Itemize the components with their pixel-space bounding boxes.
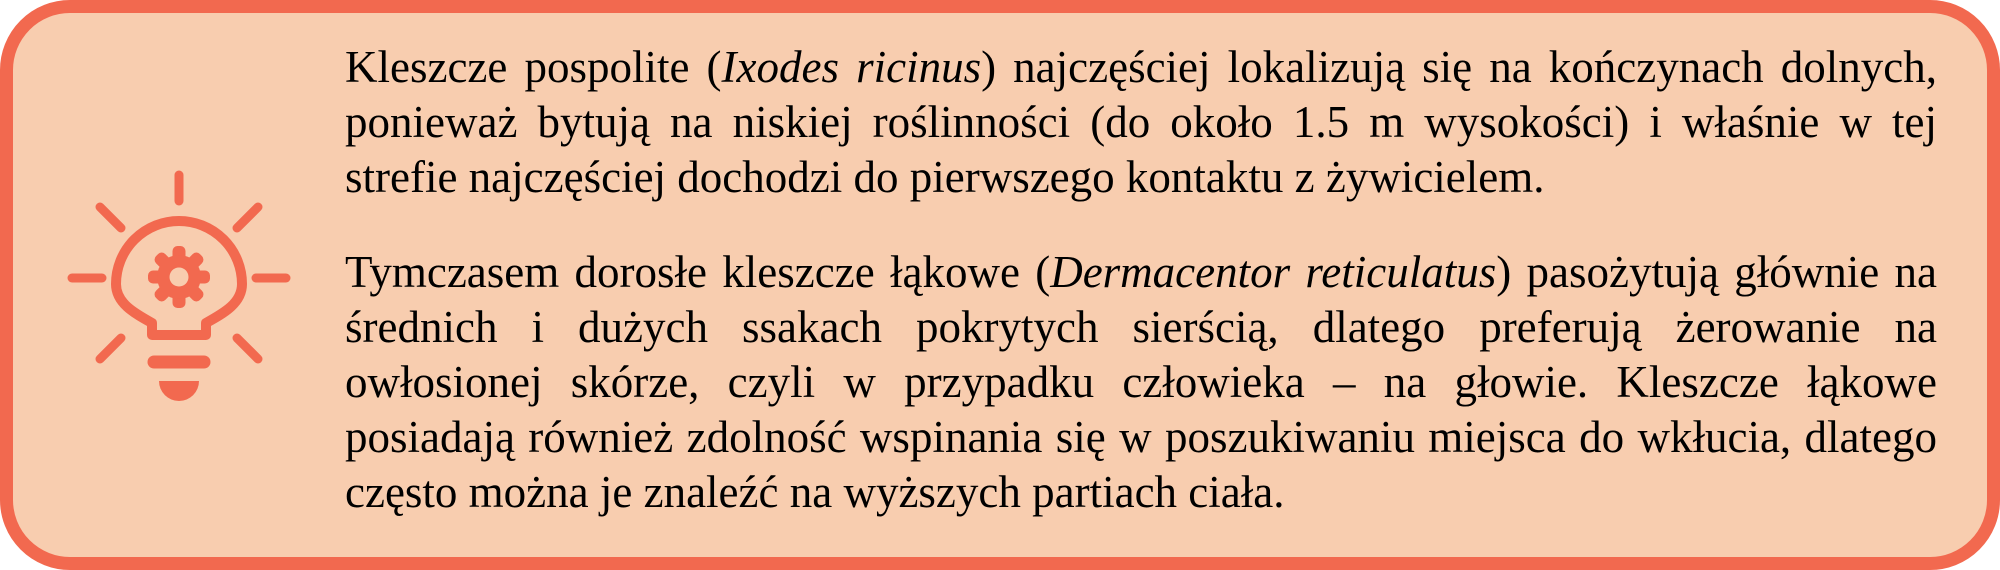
text-run: ) najczęściej lokalizują się na kończynach dolnych, ponieważ bytują na niskiej roślinności (do około 1.5 m wysokości) i właśnie w tej strefie najczęściej dochodzi do pierwszego kontaktu z żywicielem. <box>345 42 1937 202</box>
text-run: ) pasożytują głównie na średnich i dużych ssakach pokrytych sierścią, dlatego preferują żerowanie na owłosionej skórze, czyli w przypadku człowieka – na głowie. Kleszcze łąkowe posiadają również zdolność wspinania się w poszukiwaniu miejsca do wkłucia, dlatego często można je znaleźć na wyższych partiach ciała. <box>345 247 1937 517</box>
paragraph-ixodes <box>345 40 1937 205</box>
icon-column <box>13 13 345 557</box>
species-name-italic: Dermacentor reticulatus <box>1050 247 1497 297</box>
text-run: Tymczasem dorosłe kleszcze łąkowe ( <box>345 247 1051 297</box>
callout-text <box>345 13 1987 557</box>
gear-icon <box>148 246 210 308</box>
lightbulb-gear-icon <box>64 165 294 405</box>
paragraph-dermacentor <box>345 245 1937 520</box>
text-run: Kleszcze pospolite ( <box>345 42 722 92</box>
bulb-base-dome <box>159 381 199 401</box>
gear-hole <box>170 268 189 287</box>
species-name-italic: Ixodes ricinus <box>721 42 982 92</box>
